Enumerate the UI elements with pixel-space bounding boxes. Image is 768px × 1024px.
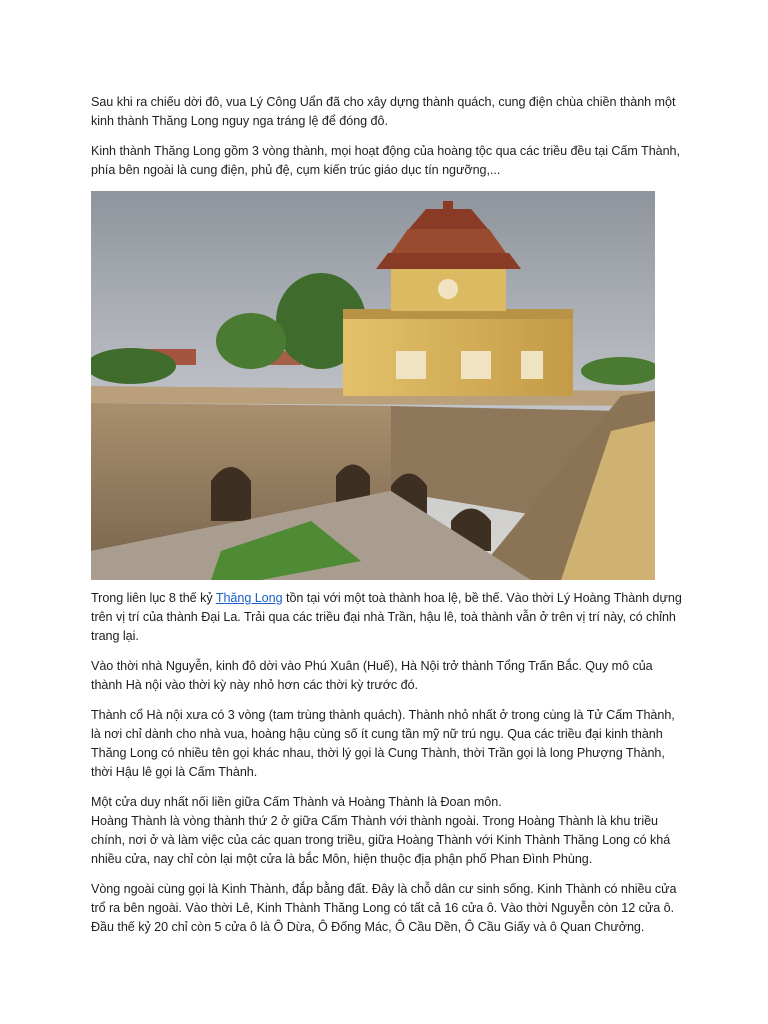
paragraph-doan-mon: Một cửa duy nhất nối liền giữa Cấm Thành và Hoàng Thành là Đoan môn. xyxy=(91,795,502,809)
citadel-gate-photo xyxy=(91,191,655,580)
paragraph-kinh-thanh: Vòng ngoài cùng gọi là Kinh Thành, đắp bằng đất. Đây là chỗ dân cư sinh sống. Kinh Thành có nhiều cửa trổ ra bên ngoài. Vào thời Lê, Kinh Thành Thăng Long có tất cả 16 cửa ô. Vào thời Nguyễn còn 12 cửa ô. Đầu thế kỷ 20 chỉ còn 5 cửa ô là Ô Dừa, Ô Đống Mác, Ô Cầu Dền, Ô Cầu Giấy và ô Quan Chưởng. xyxy=(91,882,677,934)
paragraph-hoang-thanh: Hoàng Thành là vòng thành thứ 2 ở giữa Cấm Thành với thành ngoài. Trong Hoàng Thành là khu triều chính, nơi ở và làm việc của các quan trong triều, giữa Hoàng Thành với Kinh Thành Thăng Long có khá nhiều cửa, nay chỉ còn lại một cửa là bắc Môn, hiện thuộc địa phận phố Phan Đình Phùng. xyxy=(91,814,671,866)
thang-long-link[interactable]: Thăng Long xyxy=(215,591,283,605)
paragraph-nguyen-dynasty: Vào thời nhà Nguyễn, kinh đô dời vào Phú Xuân (Huế), Hà Nội trở thành Tổng Trấn Bắc. Quy mô của thành Hà nội vào thời kỳ này nhỏ hơn các thời kỳ trước đó. xyxy=(91,659,653,692)
paragraph-three-rings: Thành cổ Hà nội xưa có 3 vòng (tam trùng thành quách). Thành nhỏ nhất ở trong cùng là Tử Cấm Thành, là nơi chỉ dành cho nhà vua, hoàng hậu cùng số ít cung tần mỹ nữ trú ngụ. Qua các triều đại kinh thành Thăng Long có nhiều tên gọi khác nhau, thời lý gọi là Cung Thành, thời Trần gọi là long Phượng Thành, thời Hậu lê gọi là Cấm Thành. xyxy=(91,708,675,779)
paragraph-three-walls: Kinh thành Thăng Long gồm 3 vòng thành, mọi hoạt động của hoàng tộc qua các triều đều tại Cấm Thành, phía bên ngoài là cung điện, phủ đệ, cụm kiến trúc giáo dục tín ngưỡng,... xyxy=(91,144,680,177)
paragraph-eight-centuries: Trong liên lục 8 thế kỷ Thăng Long tồn tại với một toà thành hoa lệ, bề thế. Vào thời Lý Hoàng Thành dựng trên vị trí của thành Đại La. Trải qua các triều đại nhà Trần, hậu lê, toà thành vẫn ở trên vị trí này, có chỉnh trang lại. xyxy=(91,591,682,643)
document-body xyxy=(91,93,687,948)
paragraph-intro: Sau khi ra chiếu dời đô, vua Lý Công Uẩn đã cho xây dựng thành quách, cung điện chùa chiền thành một kinh thành Thăng Long nguy nga tráng lệ để đóng đô. xyxy=(91,95,676,128)
